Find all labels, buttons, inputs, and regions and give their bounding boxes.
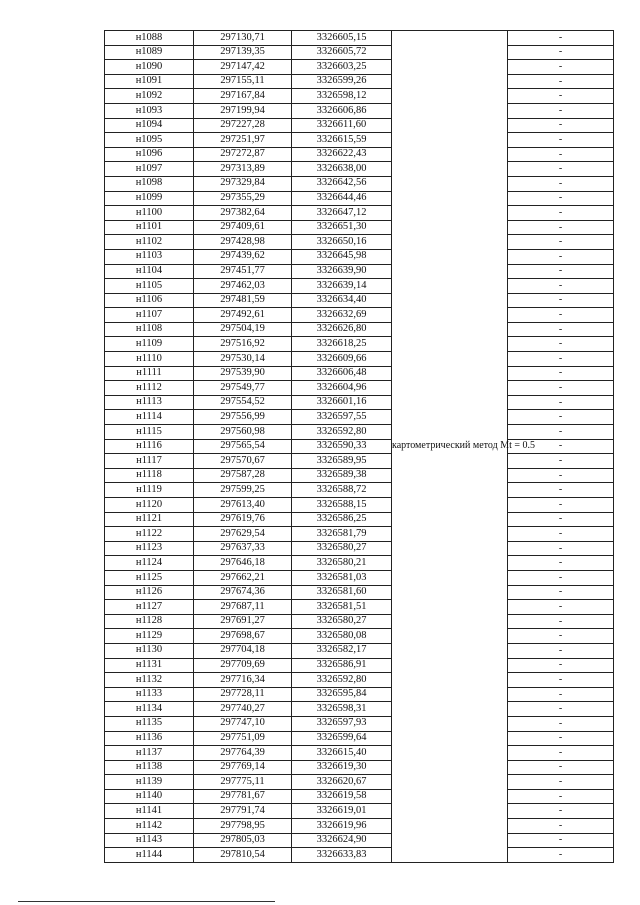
note-cell: -	[508, 498, 614, 513]
y-coordinate-cell: 3326580,08	[292, 629, 392, 644]
y-coordinate-cell: 3326619,58	[292, 789, 392, 804]
table-row	[105, 176, 614, 191]
point-id-cell: н1130	[105, 643, 194, 658]
note-cell: -	[508, 541, 614, 556]
y-coordinate-cell: 3326603,25	[292, 60, 392, 75]
x-coordinate-cell: 297251,97	[194, 133, 292, 148]
note-cell: -	[508, 395, 614, 410]
table-row	[105, 249, 614, 264]
x-coordinate-cell: 297565,54	[194, 439, 292, 454]
y-coordinate-cell: 3326605,72	[292, 45, 392, 60]
table-row	[105, 352, 614, 367]
y-coordinate-cell: 3326581,51	[292, 600, 392, 615]
note-cell: -	[508, 45, 614, 60]
table-row	[105, 162, 614, 177]
point-id-cell: н1121	[105, 512, 194, 527]
note-cell: -	[508, 643, 614, 658]
table-row	[105, 133, 614, 148]
x-coordinate-cell: 297662,21	[194, 570, 292, 585]
note-cell: -	[508, 162, 614, 177]
point-id-cell: н1142	[105, 819, 194, 834]
point-id-cell: н1089	[105, 45, 194, 60]
x-coordinate-cell: 297704,18	[194, 643, 292, 658]
point-id-cell: н1101	[105, 220, 194, 235]
y-coordinate-cell: 3326624,90	[292, 833, 392, 848]
note-cell: -	[508, 366, 614, 381]
point-id-cell: н1132	[105, 673, 194, 688]
y-coordinate-cell: 3326622,43	[292, 147, 392, 162]
y-coordinate-cell: 3326615,40	[292, 746, 392, 761]
note-cell: -	[508, 775, 614, 790]
table-row	[105, 279, 614, 294]
point-id-cell: н1140	[105, 789, 194, 804]
method-cell: картометрический метод Mt = 0.5	[392, 31, 508, 863]
point-id-cell: н1134	[105, 702, 194, 717]
table-row	[105, 45, 614, 60]
note-cell: -	[508, 60, 614, 75]
note-cell: -	[508, 833, 614, 848]
x-coordinate-cell: 297637,33	[194, 541, 292, 556]
y-coordinate-cell: 3326592,80	[292, 673, 392, 688]
x-coordinate-cell: 297764,39	[194, 746, 292, 761]
x-coordinate-cell: 297791,74	[194, 804, 292, 819]
point-id-cell: н1090	[105, 60, 194, 75]
note-cell: -	[508, 848, 614, 863]
point-id-cell: н1118	[105, 468, 194, 483]
y-coordinate-cell: 3326586,25	[292, 512, 392, 527]
table-row	[105, 264, 614, 279]
note-cell: -	[508, 746, 614, 761]
x-coordinate-cell: 297549,77	[194, 381, 292, 396]
x-coordinate-cell: 297492,61	[194, 308, 292, 323]
y-coordinate-cell: 3326586,91	[292, 658, 392, 673]
point-id-cell: н1135	[105, 716, 194, 731]
table-row	[105, 541, 614, 556]
point-id-cell: н1112	[105, 381, 194, 396]
table-row	[105, 425, 614, 440]
y-coordinate-cell: 3326651,30	[292, 220, 392, 235]
table-row	[105, 439, 614, 454]
table-row	[105, 804, 614, 819]
y-coordinate-cell: 3326634,40	[292, 293, 392, 308]
note-cell: -	[508, 147, 614, 162]
note-cell: -	[508, 337, 614, 352]
point-id-cell: н1109	[105, 337, 194, 352]
table-row	[105, 206, 614, 221]
x-coordinate-cell: 297740,27	[194, 702, 292, 717]
note-cell: -	[508, 279, 614, 294]
table-row	[105, 833, 614, 848]
table-row	[105, 673, 614, 688]
table-row	[105, 527, 614, 542]
note-cell: -	[508, 31, 614, 46]
point-id-cell: н1120	[105, 498, 194, 513]
x-coordinate-cell: 297805,03	[194, 833, 292, 848]
y-coordinate-cell: 3326580,21	[292, 556, 392, 571]
y-coordinate-cell: 3326581,03	[292, 570, 392, 585]
x-coordinate-cell: 297556,99	[194, 410, 292, 425]
x-coordinate-cell: 297747,10	[194, 716, 292, 731]
y-coordinate-cell: 3326597,93	[292, 716, 392, 731]
x-coordinate-cell: 297751,09	[194, 731, 292, 746]
point-id-cell: н1103	[105, 249, 194, 264]
x-coordinate-cell: 297599,25	[194, 483, 292, 498]
note-cell: -	[508, 410, 614, 425]
point-id-cell: н1144	[105, 848, 194, 863]
point-id-cell: н1099	[105, 191, 194, 206]
y-coordinate-cell: 3326619,01	[292, 804, 392, 819]
note-cell: -	[508, 249, 614, 264]
x-coordinate-cell: 297698,67	[194, 629, 292, 644]
table-row	[105, 220, 614, 235]
x-coordinate-cell: 297716,34	[194, 673, 292, 688]
y-coordinate-cell: 3326599,26	[292, 74, 392, 89]
note-cell: -	[508, 133, 614, 148]
y-coordinate-cell: 3326642,56	[292, 176, 392, 191]
x-coordinate-cell: 297613,40	[194, 498, 292, 513]
y-coordinate-cell: 3326639,14	[292, 279, 392, 294]
point-id-cell: н1094	[105, 118, 194, 133]
y-coordinate-cell: 3326633,83	[292, 848, 392, 863]
table-row	[105, 600, 614, 615]
x-coordinate-cell: 297155,11	[194, 74, 292, 89]
note-cell: -	[508, 789, 614, 804]
y-coordinate-cell: 3326620,67	[292, 775, 392, 790]
point-id-cell: н1114	[105, 410, 194, 425]
table-row	[105, 366, 614, 381]
y-coordinate-cell: 3326606,48	[292, 366, 392, 381]
table-row	[105, 848, 614, 863]
table-row	[105, 118, 614, 133]
y-coordinate-cell: 3326632,69	[292, 308, 392, 323]
note-cell: -	[508, 585, 614, 600]
point-id-cell: н1122	[105, 527, 194, 542]
footnote-separator	[18, 901, 275, 902]
note-cell: -	[508, 658, 614, 673]
x-coordinate-cell: 297355,29	[194, 191, 292, 206]
y-coordinate-cell: 3326604,96	[292, 381, 392, 396]
point-id-cell: н1125	[105, 570, 194, 585]
table-row	[105, 60, 614, 75]
point-id-cell: н1115	[105, 425, 194, 440]
point-id-cell: н1124	[105, 556, 194, 571]
point-id-cell: н1108	[105, 322, 194, 337]
note-cell: -	[508, 483, 614, 498]
y-coordinate-cell: 3326611,60	[292, 118, 392, 133]
note-cell: -	[508, 264, 614, 279]
y-coordinate-cell: 3326580,27	[292, 541, 392, 556]
point-id-cell: н1113	[105, 395, 194, 410]
note-cell: -	[508, 527, 614, 542]
x-coordinate-cell: 297728,11	[194, 687, 292, 702]
point-id-cell: н1088	[105, 31, 194, 46]
point-id-cell: н1138	[105, 760, 194, 775]
point-id-cell: н1141	[105, 804, 194, 819]
note-cell: -	[508, 804, 614, 819]
x-coordinate-cell: 297451,77	[194, 264, 292, 279]
table-row	[105, 337, 614, 352]
point-id-cell: н1133	[105, 687, 194, 702]
y-coordinate-cell: 3326618,25	[292, 337, 392, 352]
note-cell: -	[508, 760, 614, 775]
note-cell: -	[508, 191, 614, 206]
note-cell: -	[508, 600, 614, 615]
table-row	[105, 702, 614, 717]
table-row	[105, 191, 614, 206]
table-row	[105, 293, 614, 308]
table-row	[105, 235, 614, 250]
note-cell: -	[508, 454, 614, 469]
x-coordinate-cell: 297130,71	[194, 31, 292, 46]
x-coordinate-cell: 297646,18	[194, 556, 292, 571]
x-coordinate-cell: 297810,54	[194, 848, 292, 863]
note-cell: -	[508, 731, 614, 746]
table-row	[105, 760, 614, 775]
x-coordinate-cell: 297691,27	[194, 614, 292, 629]
table-row	[105, 746, 614, 761]
note-cell: -	[508, 235, 614, 250]
y-coordinate-cell: 3326589,38	[292, 468, 392, 483]
point-id-cell: н1111	[105, 366, 194, 381]
x-coordinate-cell: 297709,69	[194, 658, 292, 673]
table-row	[105, 410, 614, 425]
table-row	[105, 687, 614, 702]
table-row	[105, 498, 614, 513]
point-id-cell: н1126	[105, 585, 194, 600]
x-coordinate-cell: 297147,42	[194, 60, 292, 75]
point-id-cell: н1143	[105, 833, 194, 848]
x-coordinate-cell: 297167,84	[194, 89, 292, 104]
note-cell: -	[508, 220, 614, 235]
table-row	[105, 147, 614, 162]
note-cell: -	[508, 425, 614, 440]
table-row	[105, 819, 614, 834]
y-coordinate-cell: 3326647,12	[292, 206, 392, 221]
coordinates-table	[104, 30, 614, 863]
note-cell: -	[508, 512, 614, 527]
x-coordinate-cell: 297516,92	[194, 337, 292, 352]
table-row	[105, 556, 614, 571]
point-id-cell: н1117	[105, 454, 194, 469]
table-row	[105, 483, 614, 498]
point-id-cell: н1104	[105, 264, 194, 279]
x-coordinate-cell: 297674,36	[194, 585, 292, 600]
y-coordinate-cell: 3326626,80	[292, 322, 392, 337]
x-coordinate-cell: 297781,67	[194, 789, 292, 804]
x-coordinate-cell: 297775,11	[194, 775, 292, 790]
note-cell: -	[508, 206, 614, 221]
x-coordinate-cell: 297629,54	[194, 527, 292, 542]
point-id-cell: н1139	[105, 775, 194, 790]
point-id-cell: н1127	[105, 600, 194, 615]
point-id-cell: н1097	[105, 162, 194, 177]
note-cell: -	[508, 629, 614, 644]
note-cell: -	[508, 381, 614, 396]
note-cell: -	[508, 687, 614, 702]
y-coordinate-cell: 3326650,16	[292, 235, 392, 250]
table-row	[105, 381, 614, 396]
point-id-cell: н1091	[105, 74, 194, 89]
note-cell: -	[508, 702, 614, 717]
point-id-cell: н1137	[105, 746, 194, 761]
y-coordinate-cell: 3326581,79	[292, 527, 392, 542]
y-coordinate-cell: 3326597,55	[292, 410, 392, 425]
note-cell: -	[508, 103, 614, 118]
point-id-cell: н1095	[105, 133, 194, 148]
point-id-cell: н1106	[105, 293, 194, 308]
table-row	[105, 789, 614, 804]
x-coordinate-cell: 297227,28	[194, 118, 292, 133]
x-coordinate-cell: 297687,11	[194, 600, 292, 615]
y-coordinate-cell: 3326638,00	[292, 162, 392, 177]
table-row	[105, 629, 614, 644]
x-coordinate-cell: 297428,98	[194, 235, 292, 250]
table-row	[105, 731, 614, 746]
y-coordinate-cell: 3326598,31	[292, 702, 392, 717]
y-coordinate-cell: 3326581,60	[292, 585, 392, 600]
x-coordinate-cell: 297139,35	[194, 45, 292, 60]
y-coordinate-cell: 3326592,80	[292, 425, 392, 440]
y-coordinate-cell: 3326598,12	[292, 89, 392, 104]
note-cell: -	[508, 118, 614, 133]
point-id-cell: н1096	[105, 147, 194, 162]
x-coordinate-cell: 297570,67	[194, 454, 292, 469]
x-coordinate-cell: 297462,03	[194, 279, 292, 294]
point-id-cell: н1119	[105, 483, 194, 498]
x-coordinate-cell: 297769,14	[194, 760, 292, 775]
table-row	[105, 585, 614, 600]
x-coordinate-cell: 297530,14	[194, 352, 292, 367]
point-id-cell: н1136	[105, 731, 194, 746]
x-coordinate-cell: 297587,28	[194, 468, 292, 483]
table-row	[105, 89, 614, 104]
point-id-cell: н1131	[105, 658, 194, 673]
y-coordinate-cell: 3326588,72	[292, 483, 392, 498]
table-row	[105, 570, 614, 585]
table-row	[105, 74, 614, 89]
point-id-cell: н1105	[105, 279, 194, 294]
x-coordinate-cell: 297619,76	[194, 512, 292, 527]
point-id-cell: н1100	[105, 206, 194, 221]
y-coordinate-cell: 3326588,15	[292, 498, 392, 513]
table-row	[105, 468, 614, 483]
x-coordinate-cell: 297539,90	[194, 366, 292, 381]
y-coordinate-cell: 3326590,33	[292, 439, 392, 454]
x-coordinate-cell: 297504,19	[194, 322, 292, 337]
note-cell: -	[508, 352, 614, 367]
table-row	[105, 614, 614, 629]
y-coordinate-cell: 3326589,95	[292, 454, 392, 469]
point-id-cell: н1093	[105, 103, 194, 118]
point-id-cell: н1107	[105, 308, 194, 323]
note-cell: -	[508, 556, 614, 571]
note-cell: -	[508, 74, 614, 89]
point-id-cell: н1098	[105, 176, 194, 191]
table-row	[105, 512, 614, 527]
note-cell: -	[508, 176, 614, 191]
note-cell: -	[508, 89, 614, 104]
point-id-cell: н1102	[105, 235, 194, 250]
table-row	[105, 658, 614, 673]
table-row	[105, 716, 614, 731]
y-coordinate-cell: 3326606,86	[292, 103, 392, 118]
y-coordinate-cell: 3326619,30	[292, 760, 392, 775]
y-coordinate-cell: 3326609,66	[292, 352, 392, 367]
note-cell: -	[508, 614, 614, 629]
coordinates-table-body	[105, 31, 614, 863]
point-id-cell: н1129	[105, 629, 194, 644]
table-row	[105, 454, 614, 469]
point-id-cell: н1092	[105, 89, 194, 104]
y-coordinate-cell: 3326605,15	[292, 31, 392, 46]
y-coordinate-cell: 3326580,27	[292, 614, 392, 629]
y-coordinate-cell: 3326595,84	[292, 687, 392, 702]
y-coordinate-cell: 3326615,59	[292, 133, 392, 148]
x-coordinate-cell: 297409,61	[194, 220, 292, 235]
x-coordinate-cell: 297272,87	[194, 147, 292, 162]
x-coordinate-cell: 297481,59	[194, 293, 292, 308]
table-row	[105, 103, 614, 118]
y-coordinate-cell: 3326639,90	[292, 264, 392, 279]
note-cell: -	[508, 322, 614, 337]
y-coordinate-cell: 3326582,17	[292, 643, 392, 658]
point-id-cell: н1128	[105, 614, 194, 629]
note-cell: -	[508, 673, 614, 688]
x-coordinate-cell: 297199,94	[194, 103, 292, 118]
note-cell: -	[508, 570, 614, 585]
y-coordinate-cell: 3326599,64	[292, 731, 392, 746]
x-coordinate-cell: 297382,64	[194, 206, 292, 221]
x-coordinate-cell: 297313,89	[194, 162, 292, 177]
y-coordinate-cell: 3326601,16	[292, 395, 392, 410]
x-coordinate-cell: 297798,95	[194, 819, 292, 834]
note-cell: -	[508, 716, 614, 731]
table-row	[105, 775, 614, 790]
table-row	[105, 643, 614, 658]
y-coordinate-cell: 3326645,98	[292, 249, 392, 264]
table-row	[105, 31, 614, 46]
x-coordinate-cell: 297560,98	[194, 425, 292, 440]
y-coordinate-cell: 3326644,46	[292, 191, 392, 206]
table-row	[105, 308, 614, 323]
note-cell: -	[508, 439, 614, 454]
note-cell: -	[508, 468, 614, 483]
y-coordinate-cell: 3326619,96	[292, 819, 392, 834]
point-id-cell: н1123	[105, 541, 194, 556]
x-coordinate-cell: 297554,52	[194, 395, 292, 410]
point-id-cell: н1116	[105, 439, 194, 454]
note-cell: -	[508, 819, 614, 834]
table-row	[105, 395, 614, 410]
x-coordinate-cell: 297329,84	[194, 176, 292, 191]
note-cell: -	[508, 308, 614, 323]
note-cell: -	[508, 293, 614, 308]
table-row	[105, 322, 614, 337]
x-coordinate-cell: 297439,62	[194, 249, 292, 264]
point-id-cell: н1110	[105, 352, 194, 367]
